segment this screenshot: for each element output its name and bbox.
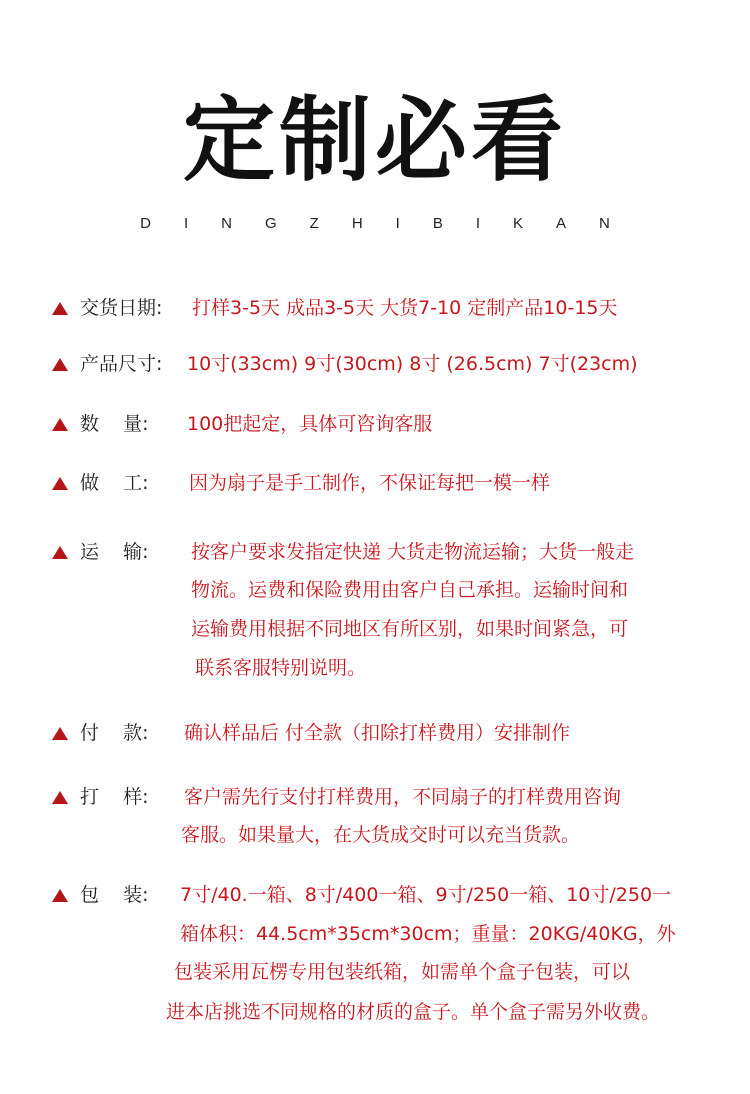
triangle-marker-icon — [52, 727, 68, 740]
row-label: 付 款: — [80, 722, 149, 744]
row-value: 100把起定，具体可咨询客服 — [187, 413, 433, 435]
triangle-marker-icon — [52, 358, 68, 371]
row-label: 交货日期: — [80, 297, 163, 319]
row-value-line-4: 联系客服特别说明。 — [195, 657, 367, 679]
row-label: 产品尺寸: — [80, 353, 163, 375]
triangle-marker-icon — [52, 302, 68, 315]
triangle-marker-icon — [52, 791, 68, 804]
row-label: 运 输: — [80, 541, 149, 563]
row-value-line-1: 客户需先行支付打样费用，不同扇子的打样费用咨询 — [184, 786, 622, 808]
triangle-marker-icon — [52, 546, 68, 559]
row-value: 因为扇子是手工制作，不保证每把一模一样 — [189, 472, 551, 494]
row-label: 数 量: — [80, 413, 149, 435]
triangle-marker-icon — [52, 889, 68, 902]
row-value: 打样3-5天 成品3-5天 大货7-10 定制产品10-15天 — [192, 297, 618, 319]
page-title: 定制必看 — [182, 86, 567, 194]
row-value-line-3: 包装采用瓦楞专用包装纸箱，如需单个盒子包装，可以 — [174, 961, 631, 983]
row-value-line-2: 箱体积：44.5cm*35cm*30cm；重量：20KG/40KG，外 — [180, 923, 676, 945]
row-label: 打 样: — [80, 786, 149, 808]
triangle-marker-icon — [52, 477, 68, 490]
row-value-line-2: 客服。如果量大，在大货成交时可以充当货款。 — [181, 824, 581, 846]
row-label: 做 工: — [80, 472, 149, 494]
row-value-line-1: 按客户要求发指定快递 大货走物流运输；大货一般走 — [191, 541, 635, 563]
row-value: 确认样品后 付全款（扣除打样费用）安排制作 — [184, 722, 571, 744]
triangle-marker-icon — [52, 418, 68, 431]
row-value-line-2: 物流。运费和保险费用由客户自己承担。运输时间和 — [191, 579, 629, 601]
page-subtitle-pinyin: DINGZHIBIKAN — [140, 215, 643, 232]
row-value: 10寸(33cm) 9寸(30cm) 8寸 (26.5cm) 7寸(23cm) — [187, 353, 638, 375]
row-label: 包 装: — [80, 884, 149, 906]
row-value-line-4: 进本店挑选不同规格的材质的盒子。单个盒子需另外收费。 — [166, 1001, 661, 1023]
row-value-line-1: 7寸/40.一箱、8寸/400一箱、9寸/250一箱、10寸/250一 — [180, 884, 672, 906]
row-value-line-3: 运输费用根据不同地区有所区别，如果时间紧急，可 — [191, 618, 629, 640]
